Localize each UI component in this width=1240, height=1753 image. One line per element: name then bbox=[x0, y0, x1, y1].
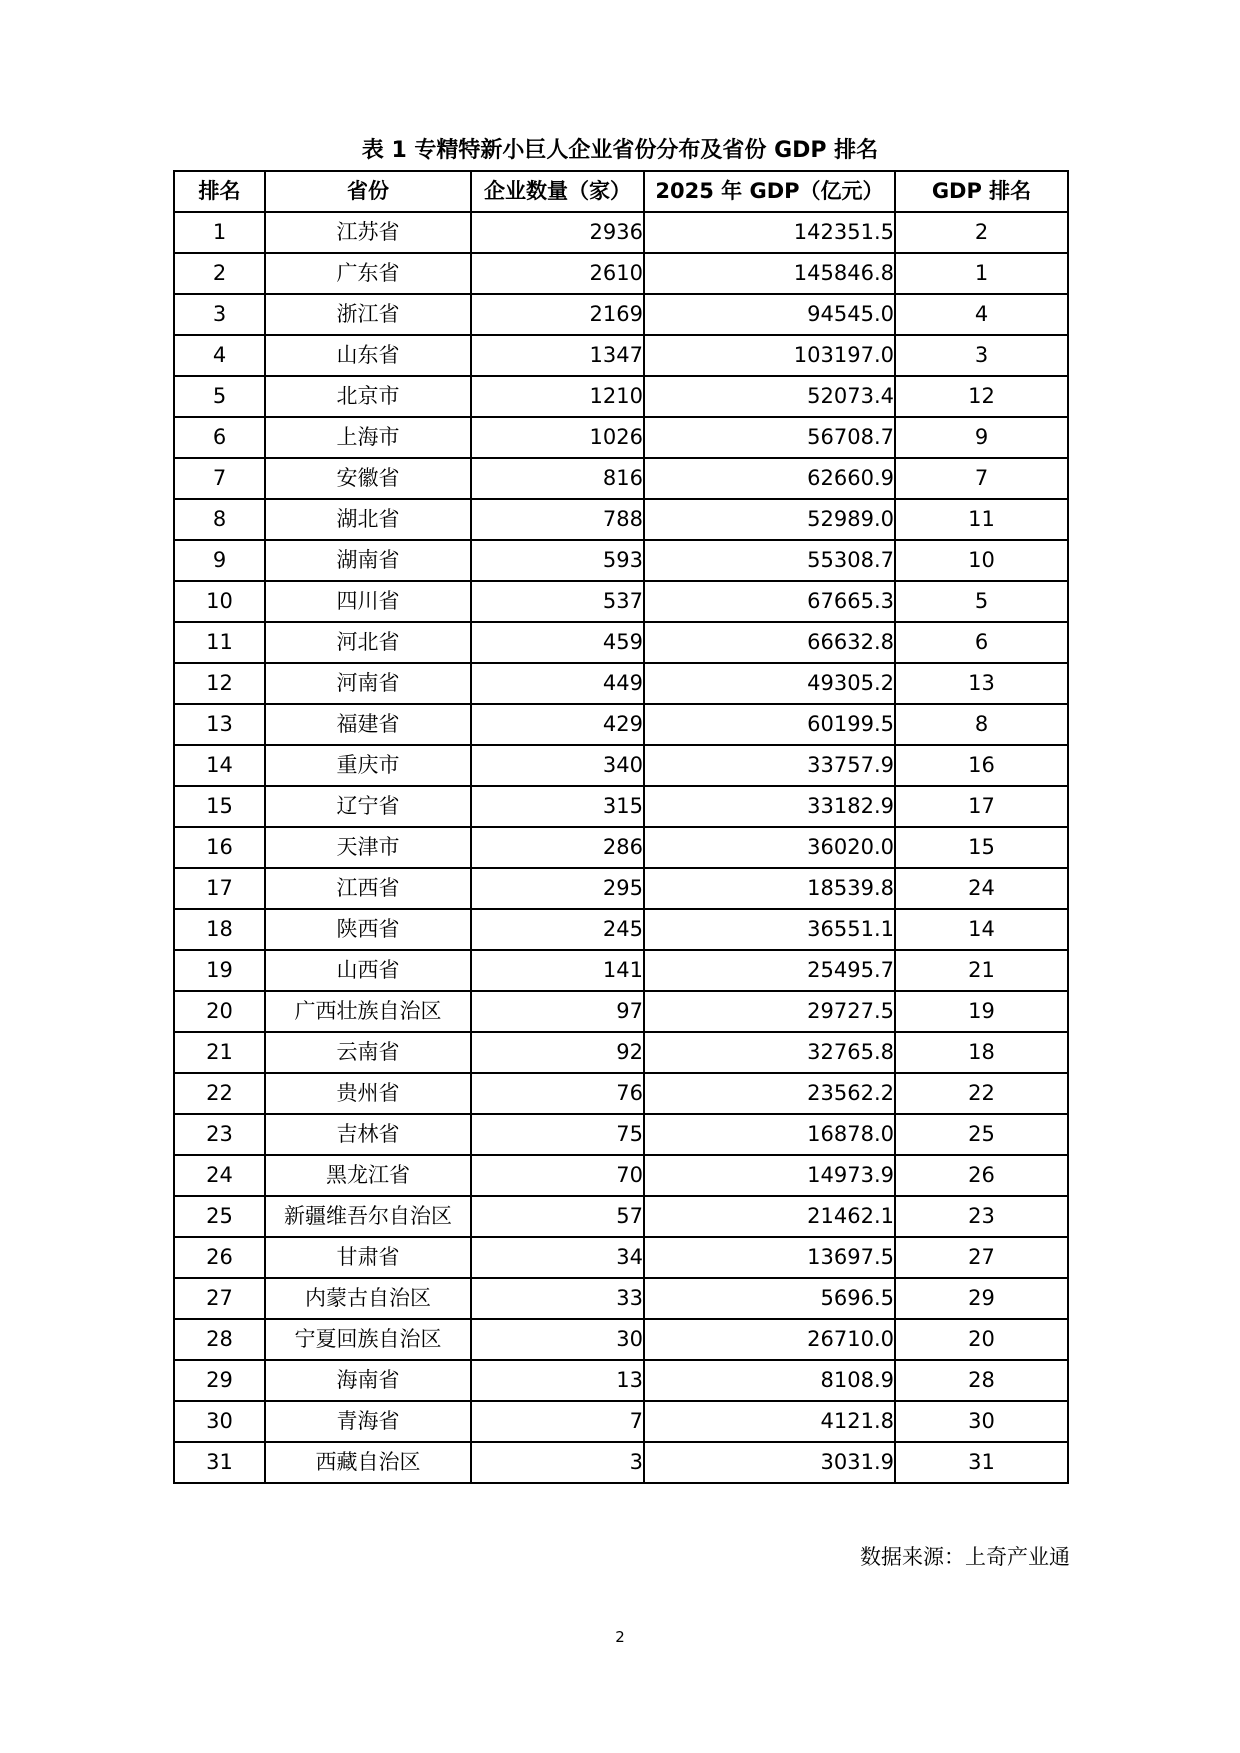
cell-rank: 6 bbox=[174, 417, 265, 458]
cell-gdp-rank: 27 bbox=[895, 1237, 1068, 1278]
cell-enterprise-count: 13 bbox=[471, 1360, 644, 1401]
cell-gdp-2025: 33757.9 bbox=[644, 745, 895, 786]
cell-rank: 26 bbox=[174, 1237, 265, 1278]
cell-province: 广东省 bbox=[265, 253, 471, 294]
cell-province: 黑龙江省 bbox=[265, 1155, 471, 1196]
cell-gdp-2025: 55308.7 bbox=[644, 540, 895, 581]
cell-province: 天津市 bbox=[265, 827, 471, 868]
cell-enterprise-count: 30 bbox=[471, 1319, 644, 1360]
cell-gdp-2025: 142351.5 bbox=[644, 212, 895, 253]
table-row bbox=[174, 991, 1068, 1032]
cell-gdp-rank: 2 bbox=[895, 212, 1068, 253]
cell-gdp-2025: 94545.0 bbox=[644, 294, 895, 335]
cell-gdp-rank: 21 bbox=[895, 950, 1068, 991]
table-row bbox=[174, 1360, 1068, 1401]
cell-gdp-2025: 62660.9 bbox=[644, 458, 895, 499]
cell-rank: 25 bbox=[174, 1196, 265, 1237]
province-table bbox=[173, 170, 1069, 1484]
table-row bbox=[174, 1114, 1068, 1155]
cell-enterprise-count: 315 bbox=[471, 786, 644, 827]
cell-province: 宁夏回族自治区 bbox=[265, 1319, 471, 1360]
cell-enterprise-count: 593 bbox=[471, 540, 644, 581]
cell-enterprise-count: 76 bbox=[471, 1073, 644, 1114]
cell-rank: 22 bbox=[174, 1073, 265, 1114]
cell-gdp-2025: 23562.2 bbox=[644, 1073, 895, 1114]
cell-rank: 21 bbox=[174, 1032, 265, 1073]
cell-rank: 11 bbox=[174, 622, 265, 663]
cell-gdp-2025: 67665.3 bbox=[644, 581, 895, 622]
cell-province: 西藏自治区 bbox=[265, 1442, 471, 1483]
cell-rank: 1 bbox=[174, 212, 265, 253]
table-row bbox=[174, 1401, 1068, 1442]
cell-gdp-2025: 52989.0 bbox=[644, 499, 895, 540]
cell-gdp-rank: 11 bbox=[895, 499, 1068, 540]
cell-province: 辽宁省 bbox=[265, 786, 471, 827]
cell-gdp-rank: 10 bbox=[895, 540, 1068, 581]
cell-rank: 7 bbox=[174, 458, 265, 499]
table-row bbox=[174, 458, 1068, 499]
cell-gdp-2025: 145846.8 bbox=[644, 253, 895, 294]
cell-gdp-rank: 1 bbox=[895, 253, 1068, 294]
page-number: 2 bbox=[615, 1628, 625, 1646]
cell-gdp-2025: 52073.4 bbox=[644, 376, 895, 417]
cell-province: 四川省 bbox=[265, 581, 471, 622]
cell-gdp-rank: 20 bbox=[895, 1319, 1068, 1360]
cell-gdp-rank: 13 bbox=[895, 663, 1068, 704]
cell-province: 内蒙古自治区 bbox=[265, 1278, 471, 1319]
table-row bbox=[174, 1073, 1068, 1114]
cell-rank: 13 bbox=[174, 704, 265, 745]
cell-gdp-rank: 3 bbox=[895, 335, 1068, 376]
cell-province: 陕西省 bbox=[265, 909, 471, 950]
cell-gdp-2025: 36551.1 bbox=[644, 909, 895, 950]
cell-province: 山西省 bbox=[265, 950, 471, 991]
cell-rank: 12 bbox=[174, 663, 265, 704]
cell-gdp-2025: 26710.0 bbox=[644, 1319, 895, 1360]
table-row bbox=[174, 622, 1068, 663]
cell-gdp-2025: 16878.0 bbox=[644, 1114, 895, 1155]
cell-gdp-rank: 24 bbox=[895, 868, 1068, 909]
cell-enterprise-count: 1210 bbox=[471, 376, 644, 417]
cell-gdp-rank: 6 bbox=[895, 622, 1068, 663]
cell-rank: 16 bbox=[174, 827, 265, 868]
cell-province: 福建省 bbox=[265, 704, 471, 745]
header-gdp-rank: GDP 排名 bbox=[895, 171, 1068, 212]
table-row bbox=[174, 1196, 1068, 1237]
table-row bbox=[174, 335, 1068, 376]
cell-province: 浙江省 bbox=[265, 294, 471, 335]
cell-province: 吉林省 bbox=[265, 1114, 471, 1155]
header-province: 省份 bbox=[265, 171, 471, 212]
cell-gdp-rank: 8 bbox=[895, 704, 1068, 745]
cell-rank: 8 bbox=[174, 499, 265, 540]
header-enterprise-count: 企业数量（家） bbox=[471, 171, 644, 212]
cell-rank: 10 bbox=[174, 581, 265, 622]
cell-rank: 15 bbox=[174, 786, 265, 827]
table-row bbox=[174, 253, 1068, 294]
cell-enterprise-count: 816 bbox=[471, 458, 644, 499]
table-row bbox=[174, 1278, 1068, 1319]
cell-gdp-rank: 29 bbox=[895, 1278, 1068, 1319]
cell-gdp-2025: 5696.5 bbox=[644, 1278, 895, 1319]
cell-gdp-rank: 19 bbox=[895, 991, 1068, 1032]
cell-gdp-rank: 16 bbox=[895, 745, 1068, 786]
table-row bbox=[174, 827, 1068, 868]
cell-province: 海南省 bbox=[265, 1360, 471, 1401]
cell-enterprise-count: 459 bbox=[471, 622, 644, 663]
cell-gdp-rank: 22 bbox=[895, 1073, 1068, 1114]
cell-enterprise-count: 286 bbox=[471, 827, 644, 868]
cell-enterprise-count: 245 bbox=[471, 909, 644, 950]
cell-gdp-2025: 60199.5 bbox=[644, 704, 895, 745]
cell-gdp-2025: 18539.8 bbox=[644, 868, 895, 909]
table-row bbox=[174, 909, 1068, 950]
cell-province: 山东省 bbox=[265, 335, 471, 376]
cell-enterprise-count: 295 bbox=[471, 868, 644, 909]
cell-gdp-rank: 31 bbox=[895, 1442, 1068, 1483]
cell-rank: 28 bbox=[174, 1319, 265, 1360]
cell-province: 上海市 bbox=[265, 417, 471, 458]
cell-gdp-2025: 21462.1 bbox=[644, 1196, 895, 1237]
cell-rank: 4 bbox=[174, 335, 265, 376]
table-body bbox=[174, 212, 1068, 1483]
cell-gdp-2025: 13697.5 bbox=[644, 1237, 895, 1278]
table-header-row bbox=[174, 171, 1068, 212]
cell-rank: 3 bbox=[174, 294, 265, 335]
cell-gdp-rank: 4 bbox=[895, 294, 1068, 335]
cell-province: 江苏省 bbox=[265, 212, 471, 253]
cell-gdp-rank: 15 bbox=[895, 827, 1068, 868]
cell-enterprise-count: 340 bbox=[471, 745, 644, 786]
cell-gdp-rank: 5 bbox=[895, 581, 1068, 622]
cell-province: 贵州省 bbox=[265, 1073, 471, 1114]
cell-rank: 19 bbox=[174, 950, 265, 991]
header-rank: 排名 bbox=[174, 171, 265, 212]
table-row bbox=[174, 1237, 1068, 1278]
cell-rank: 14 bbox=[174, 745, 265, 786]
cell-gdp-2025: 33182.9 bbox=[644, 786, 895, 827]
table-row bbox=[174, 786, 1068, 827]
cell-gdp-rank: 14 bbox=[895, 909, 1068, 950]
cell-gdp-2025: 25495.7 bbox=[644, 950, 895, 991]
cell-province: 云南省 bbox=[265, 1032, 471, 1073]
cell-rank: 31 bbox=[174, 1442, 265, 1483]
cell-enterprise-count: 2936 bbox=[471, 212, 644, 253]
cell-gdp-2025: 29727.5 bbox=[644, 991, 895, 1032]
cell-enterprise-count: 1347 bbox=[471, 335, 644, 376]
cell-gdp-rank: 30 bbox=[895, 1401, 1068, 1442]
cell-province: 北京市 bbox=[265, 376, 471, 417]
cell-province: 青海省 bbox=[265, 1401, 471, 1442]
table-row bbox=[174, 212, 1068, 253]
cell-enterprise-count: 70 bbox=[471, 1155, 644, 1196]
cell-rank: 18 bbox=[174, 909, 265, 950]
table-row bbox=[174, 294, 1068, 335]
cell-gdp-rank: 9 bbox=[895, 417, 1068, 458]
cell-gdp-2025: 14973.9 bbox=[644, 1155, 895, 1196]
cell-rank: 2 bbox=[174, 253, 265, 294]
cell-rank: 20 bbox=[174, 991, 265, 1032]
table-row bbox=[174, 1319, 1068, 1360]
table-row bbox=[174, 950, 1068, 991]
cell-rank: 17 bbox=[174, 868, 265, 909]
cell-gdp-2025: 56708.7 bbox=[644, 417, 895, 458]
cell-enterprise-count: 33 bbox=[471, 1278, 644, 1319]
cell-province: 江西省 bbox=[265, 868, 471, 909]
cell-enterprise-count: 537 bbox=[471, 581, 644, 622]
cell-gdp-2025: 3031.9 bbox=[644, 1442, 895, 1483]
cell-enterprise-count: 75 bbox=[471, 1114, 644, 1155]
cell-province: 河北省 bbox=[265, 622, 471, 663]
table-row bbox=[174, 376, 1068, 417]
cell-province: 广西壮族自治区 bbox=[265, 991, 471, 1032]
cell-enterprise-count: 57 bbox=[471, 1196, 644, 1237]
cell-gdp-rank: 23 bbox=[895, 1196, 1068, 1237]
cell-gdp-rank: 26 bbox=[895, 1155, 1068, 1196]
cell-province: 安徽省 bbox=[265, 458, 471, 499]
cell-enterprise-count: 141 bbox=[471, 950, 644, 991]
cell-rank: 30 bbox=[174, 1401, 265, 1442]
cell-enterprise-count: 34 bbox=[471, 1237, 644, 1278]
cell-gdp-2025: 36020.0 bbox=[644, 827, 895, 868]
table-row bbox=[174, 540, 1068, 581]
cell-rank: 23 bbox=[174, 1114, 265, 1155]
table-row bbox=[174, 581, 1068, 622]
cell-enterprise-count: 97 bbox=[471, 991, 644, 1032]
cell-enterprise-count: 2610 bbox=[471, 253, 644, 294]
cell-rank: 5 bbox=[174, 376, 265, 417]
cell-gdp-2025: 8108.9 bbox=[644, 1360, 895, 1401]
cell-province: 重庆市 bbox=[265, 745, 471, 786]
table-row bbox=[174, 1155, 1068, 1196]
cell-gdp-rank: 18 bbox=[895, 1032, 1068, 1073]
table-row bbox=[174, 417, 1068, 458]
cell-province: 新疆维吾尔自治区 bbox=[265, 1196, 471, 1237]
cell-enterprise-count: 7 bbox=[471, 1401, 644, 1442]
cell-rank: 29 bbox=[174, 1360, 265, 1401]
cell-gdp-2025: 103197.0 bbox=[644, 335, 895, 376]
table-row bbox=[174, 868, 1068, 909]
cell-enterprise-count: 788 bbox=[471, 499, 644, 540]
table-row bbox=[174, 1442, 1068, 1483]
table-row bbox=[174, 745, 1068, 786]
header-gdp-2025: 2025 年 GDP（亿元） bbox=[644, 171, 895, 212]
cell-gdp-rank: 17 bbox=[895, 786, 1068, 827]
cell-province: 甘肃省 bbox=[265, 1237, 471, 1278]
cell-gdp-2025: 66632.8 bbox=[644, 622, 895, 663]
cell-rank: 9 bbox=[174, 540, 265, 581]
cell-province: 河南省 bbox=[265, 663, 471, 704]
cell-rank: 27 bbox=[174, 1278, 265, 1319]
data-source-note: 数据来源：上奇产业通 bbox=[860, 1545, 1070, 1569]
cell-enterprise-count: 429 bbox=[471, 704, 644, 745]
cell-gdp-rank: 25 bbox=[895, 1114, 1068, 1155]
cell-enterprise-count: 3 bbox=[471, 1442, 644, 1483]
cell-enterprise-count: 92 bbox=[471, 1032, 644, 1073]
cell-enterprise-count: 1026 bbox=[471, 417, 644, 458]
cell-rank: 24 bbox=[174, 1155, 265, 1196]
table-row bbox=[174, 499, 1068, 540]
cell-gdp-2025: 4121.8 bbox=[644, 1401, 895, 1442]
table-row bbox=[174, 1032, 1068, 1073]
cell-enterprise-count: 449 bbox=[471, 663, 644, 704]
cell-gdp-rank: 7 bbox=[895, 458, 1068, 499]
table-row bbox=[174, 663, 1068, 704]
cell-gdp-2025: 49305.2 bbox=[644, 663, 895, 704]
cell-gdp-2025: 32765.8 bbox=[644, 1032, 895, 1073]
table-row bbox=[174, 704, 1068, 745]
cell-province: 湖北省 bbox=[265, 499, 471, 540]
cell-enterprise-count: 2169 bbox=[471, 294, 644, 335]
cell-province: 湖南省 bbox=[265, 540, 471, 581]
cell-gdp-rank: 28 bbox=[895, 1360, 1068, 1401]
table-caption: 表 1 专精特新小巨人企业省份分布及省份 GDP 排名 bbox=[361, 138, 879, 163]
cell-gdp-rank: 12 bbox=[895, 376, 1068, 417]
